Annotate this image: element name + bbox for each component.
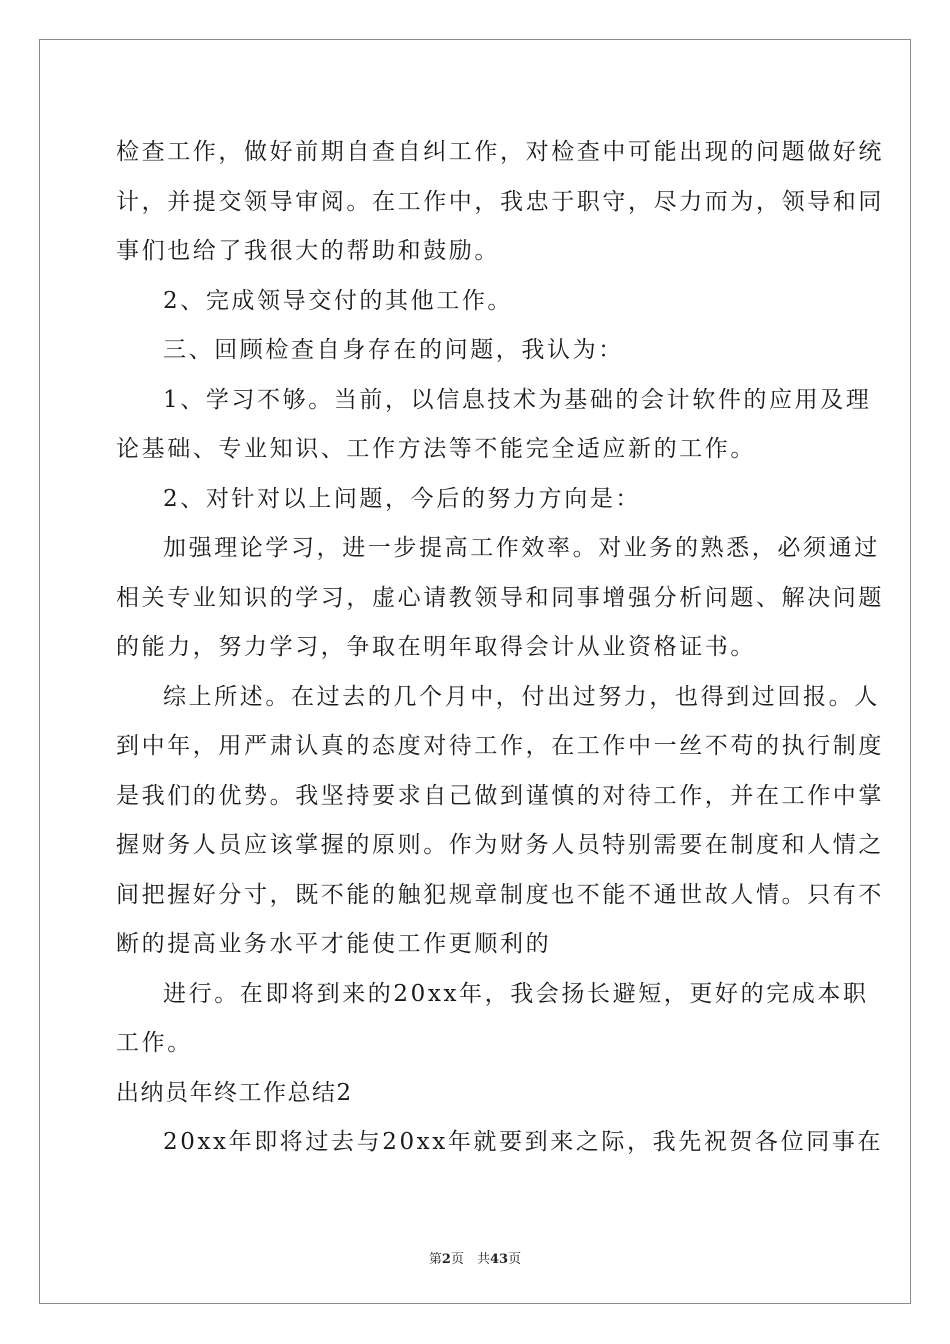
footer-suffix: 页 [508, 1252, 522, 1267]
text-line: 间把握好分寸，既不能的触犯规章制度也不能不通世故人情。只有不 [116, 881, 884, 908]
text-line: 握财务人员应该掌握的原则。作为财务人员特别需要在制度和人情之 [116, 832, 884, 858]
section-heading: 出纳员年终工作总结2 [116, 1079, 353, 1106]
text-line: 20xx年即将过去与20xx年就要到来之际，我先祝贺各位同事在 [163, 1129, 884, 1155]
text-line: 检查工作，做好前期自查自纠工作，对检查中可能出现的问题做好统 [116, 139, 884, 165]
text-line: 相关专业知识的学习，虚心请教领导和同事增强分析问题、解决问题 [116, 584, 884, 611]
text-line: 加强理论学习，进一步提高工作效率。对业务的熟悉，必须通过 [163, 535, 880, 561]
text-line: 1、学习不够。当前，以信息技术为基础的会计软件的应用及理 [163, 386, 872, 413]
footer-prefix: 第 [428, 1252, 442, 1267]
text-line: 是我们的优势。我坚持要求自己做到谨慎的对待工作，并在工作中掌 [116, 782, 884, 809]
text-line: 论基础、专业知识、工作方法等不能完全适应新的工作。 [116, 436, 756, 462]
text-line: 到中年，用严肃认真的态度对待工作，在工作中一丝不苟的执行制度 [116, 733, 884, 759]
text-line: 计，并提交领导审阅。在工作中，我忠于职守，尽力而为，领导和同 [116, 188, 884, 215]
text-line: 的能力，努力学习，争取在明年取得会计从业资格证书。 [116, 634, 756, 660]
text-line: 2、完成领导交付的其他工作。 [163, 287, 514, 314]
text-line: 三、回顾检查自身存在的问题，我认为： [163, 337, 624, 363]
text-line: 工作。 [116, 1030, 193, 1056]
text-line: 断的提高业务水平才能使工作更顺利的 [116, 931, 552, 957]
footer-mid: 页 共 [450, 1252, 490, 1267]
current-page-number: 2 [441, 1252, 451, 1267]
text-line: 2、对针对以上问题，今后的努力方向是： [163, 485, 642, 512]
total-pages-number: 43 [489, 1252, 509, 1267]
page-footer [0, 1248, 950, 1267]
text-line: 综上所述。在过去的几个月中，付出过努力，也得到过回报。人 [163, 683, 880, 710]
text-line: 事们也给了我很大的帮助和鼓励。 [116, 238, 500, 264]
document-body [116, 128, 884, 1168]
text-line: 进行。在即将到来的20xx年，我会扬长避短，更好的完成本职 [163, 980, 869, 1007]
